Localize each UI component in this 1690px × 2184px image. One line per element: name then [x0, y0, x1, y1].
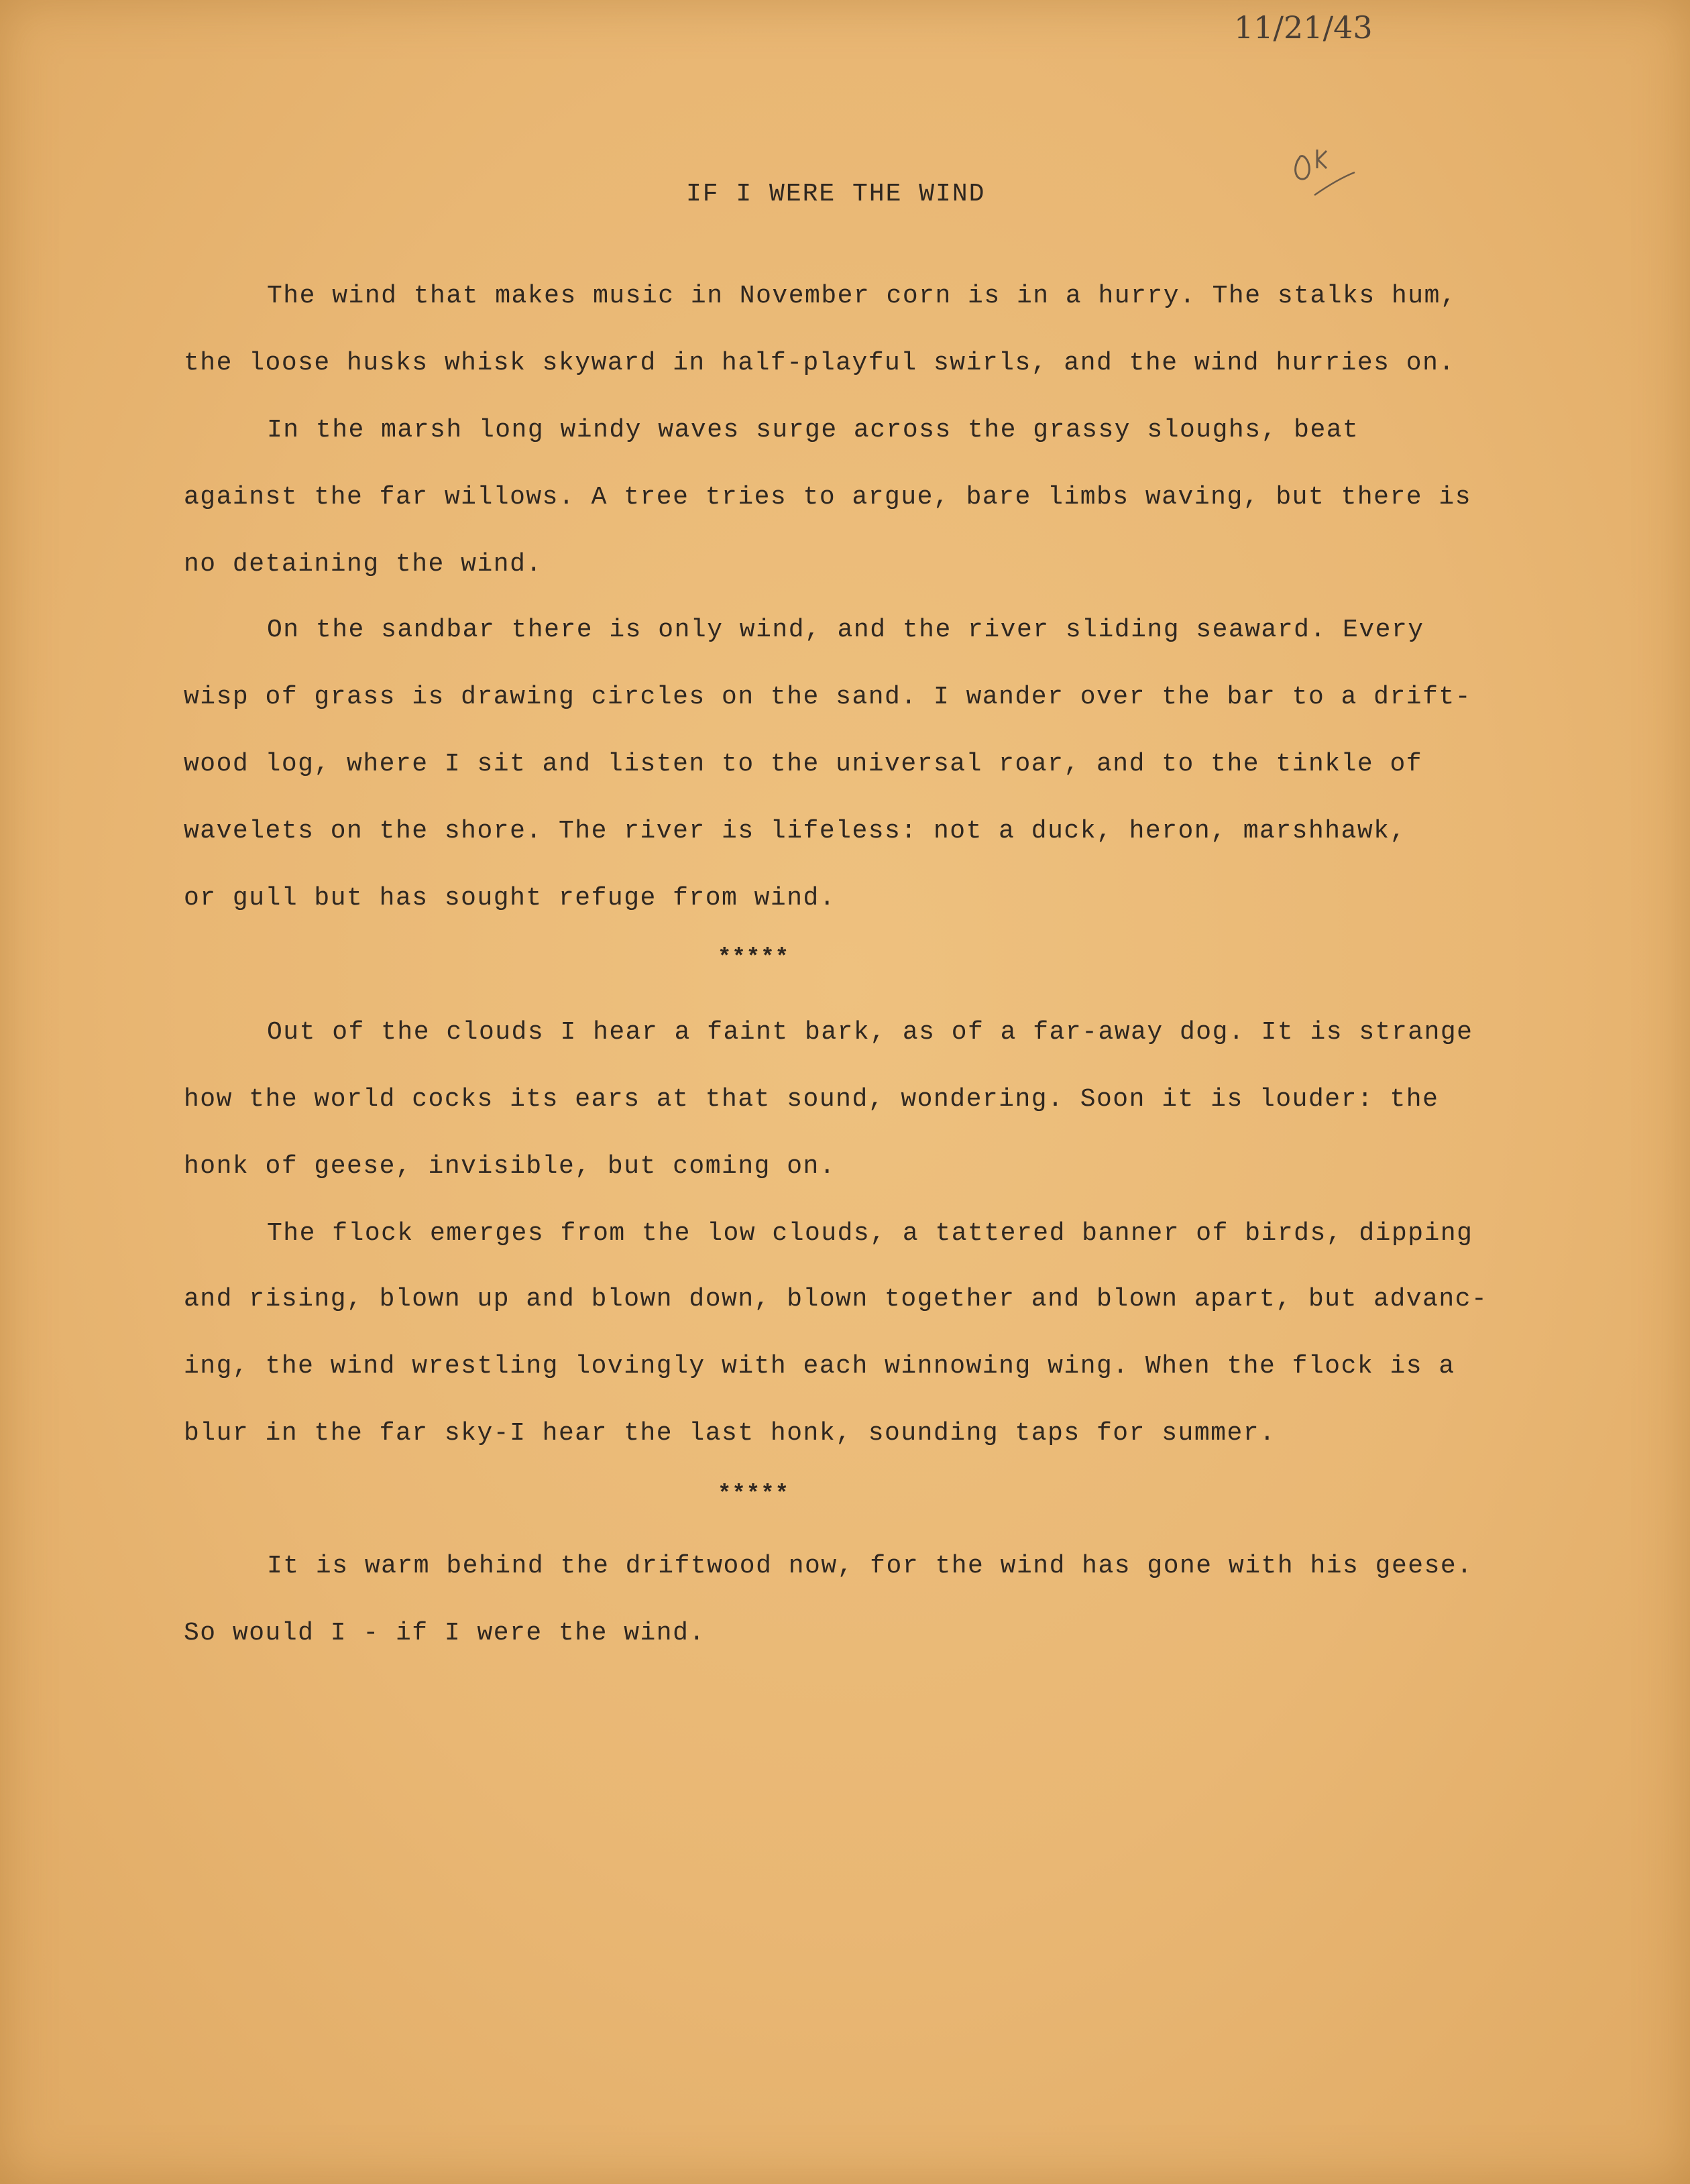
- text-line: the loose husks whisk skyward in half-playful swirls, and the wind hurries on.: [184, 349, 1455, 378]
- text-line: blur in the far sky-I hear the last honk, sounding taps for summer.: [184, 1419, 1276, 1448]
- text-line: or gull but has sought refuge from wind.: [184, 884, 836, 913]
- text-line: wavelets on the shore. The river is lifeless: not a duck, heron, marshhawk,: [184, 817, 1406, 846]
- handwritten-ok-mark: [1288, 131, 1382, 211]
- text-line: how the world cocks its ears at that sound, wondering. Soon it is louder: the: [184, 1085, 1439, 1114]
- text-line: no detaining the wind.: [184, 550, 543, 579]
- handwritten-date: 11/21/43: [1234, 9, 1373, 46]
- text-line: The flock emerges from the low clouds, a tattered banner of birds, dipping: [267, 1219, 1473, 1248]
- section-separator: *****: [718, 945, 790, 971]
- text-line: It is warm behind the driftwood now, for the wind has gone with his geese.: [267, 1552, 1473, 1580]
- section-separator: *****: [718, 1482, 790, 1507]
- text-line: wisp of grass is drawing circles on the sand. I wander over the bar to a drift-: [184, 683, 1471, 711]
- text-line: and rising, blown up and blown down, blown together and blown apart, but advanc-: [184, 1285, 1488, 1314]
- text-line: The wind that makes music in November corn is in a hurry. The stalks hum,: [267, 282, 1457, 310]
- text-line: wood log, where I sit and listen to the universal roar, and to the tinkle of: [184, 750, 1423, 779]
- text-line: So would I - if I were the wind.: [184, 1619, 706, 1648]
- text-line: Out of the clouds I hear a faint bark, as of a far-away dog. It is strange: [267, 1018, 1473, 1047]
- text-line: against the far willows. A tree tries to argue, bare limbs waving, but there is: [184, 483, 1471, 512]
- text-line: In the marsh long windy waves surge across the grassy sloughs, beat: [267, 416, 1359, 445]
- text-line: On the sandbar there is only wind, and the river sliding seaward. Every: [267, 616, 1424, 644]
- text-line: honk of geese, invisible, but coming on.: [184, 1152, 836, 1181]
- text-line: ing, the wind wrestling lovingly with each winnowing wing. When the flock is a: [184, 1352, 1455, 1381]
- document-title: IF I WERE THE WIND: [686, 180, 986, 209]
